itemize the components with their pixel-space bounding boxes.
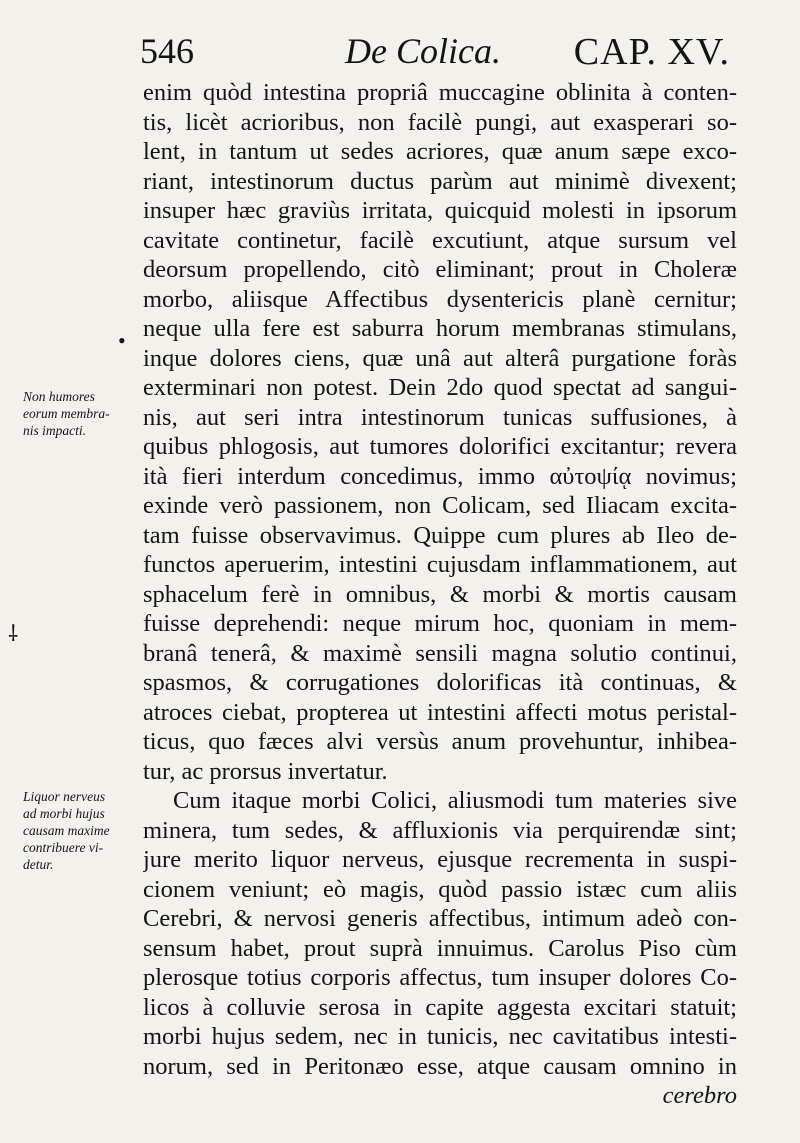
text-line: insuper hæc graviùs irritata, quicquid molesti in ipsorum <box>143 197 737 224</box>
text-line: ità fieri interdum concedimus, immo αὐτοψίᾳ novimus; <box>143 462 737 490</box>
text-line: exinde verò passionem, non Colicam, sed Iliacam excita- <box>143 492 737 519</box>
text-line: sensum habet, prout suprà innuimus. Carolus Piso cùm <box>143 934 737 962</box>
text-line: jure merito liquor nerveus, ejusque recrementa in suspi- <box>143 846 737 873</box>
text-line: neque ulla fere est saburra horum membranas stimulans, <box>143 315 737 342</box>
margin-pointer-mark: ⸸ <box>8 621 19 646</box>
text-line: functos aperuerim, intestini cujusdam inflammationem, aut <box>143 551 737 578</box>
text-line: Cum itaque morbi Colici, aliusmodi tum materies sive <box>173 787 737 814</box>
text-line: tis, licèt acrioribus, non facilè pungi, aut exasperari so- <box>143 108 737 136</box>
text-line: lent, in tantum ut sedes acriores, quæ anum sæpe exco- <box>143 138 737 165</box>
text-line: spasmos, & corrugationes dolorificas ità continuas, & <box>143 669 737 696</box>
text-line: morbo, aliisque Affectibus dysentericis planè cernitur; <box>143 285 737 313</box>
catchword: cerebro <box>662 1082 737 1109</box>
text-line: exterminari non potest. Dein 2do quod spectat ad sangui- <box>143 374 737 401</box>
text-line: inque dolores ciens, quæ unâ aut alterâ purgatione foràs <box>143 344 737 372</box>
page-number: 546 <box>140 31 194 71</box>
text-line: quibus phlogosis, aut tumores dolorifici excitantur; revera <box>143 433 737 460</box>
running-header <box>140 22 740 78</box>
running-title: De Colica. <box>345 31 501 71</box>
margin-note-2 <box>23 788 143 873</box>
text-line: riant, intestinorum ductus parùm aut minimè divexent; <box>143 167 737 195</box>
text-line: deorsum propellendo, citò eliminant; prout in Choleræ <box>143 256 737 283</box>
text-line: Cerebri, & nervosi generis affectibus, intimum adeò con- <box>143 905 737 932</box>
text-line: licos à colluvie serosa in capite aggesta excitari statuit; <box>143 993 737 1021</box>
body-text <box>143 78 737 1111</box>
text-line: cavitate continetur, facilè excutiunt, atque sursum vel <box>143 226 737 254</box>
text-line: ticus, quo fæces alvi versùs anum provehuntur, inhibea- <box>143 728 737 755</box>
text-line: fuisse deprehendi: neque mirum hoc, quoniam in mem- <box>143 610 737 637</box>
margin-note-line: causam maxime <box>23 823 110 838</box>
text-line: morbi hujus sedem, nec in tunicis, nec cavitatibus intesti- <box>143 1023 737 1050</box>
margin-note-line: nis impacti. <box>23 423 86 438</box>
text-line: tam fuisse observavimus. Quippe cum plures ab Ileo de- <box>143 521 737 549</box>
margin-note-line: contribuere vi- <box>23 840 104 855</box>
margin-dot-mark: • <box>118 328 126 353</box>
chapter-heading: CAP. XV. <box>573 31 730 73</box>
text-line: tur, ac prorsus invertatur. <box>143 757 388 785</box>
margin-note-line: detur. <box>23 857 54 872</box>
text-line: atroces ciebat, propterea ut intestini affecti motus peristal- <box>143 698 737 726</box>
text-line: branâ tenerâ, & maximè sensili magna solutio continui, <box>143 639 737 667</box>
margin-note-1 <box>23 388 135 439</box>
text-line: enim quòd intestina propriâ muccagine oblinita à conten- <box>143 79 737 106</box>
text-line: nis, aut seri intra intestinorum tunicas suffusiones, à <box>143 403 737 431</box>
margin-note-line: Non humores <box>23 389 95 404</box>
margin-note-line: Liquor nerveus <box>23 789 106 804</box>
text-line: cionem veniunt; eò magis, quòd passio istæc cum aliis <box>143 875 737 903</box>
text-line: minera, tum sedes, & affluxionis via perquirendæ sint; <box>143 816 737 844</box>
margin-note-line: ad morbi hujus <box>23 806 105 821</box>
text-line: norum, sed in Peritonæo esse, atque causam omnino in <box>143 1052 737 1080</box>
margin-note-line: eorum membra- <box>23 406 110 421</box>
text-line: sphacelum ferè in omnibus, & morbi & mortis causam <box>143 580 737 608</box>
text-line: plerosque totius corporis affectus, tum insuper dolores Co- <box>143 964 737 991</box>
